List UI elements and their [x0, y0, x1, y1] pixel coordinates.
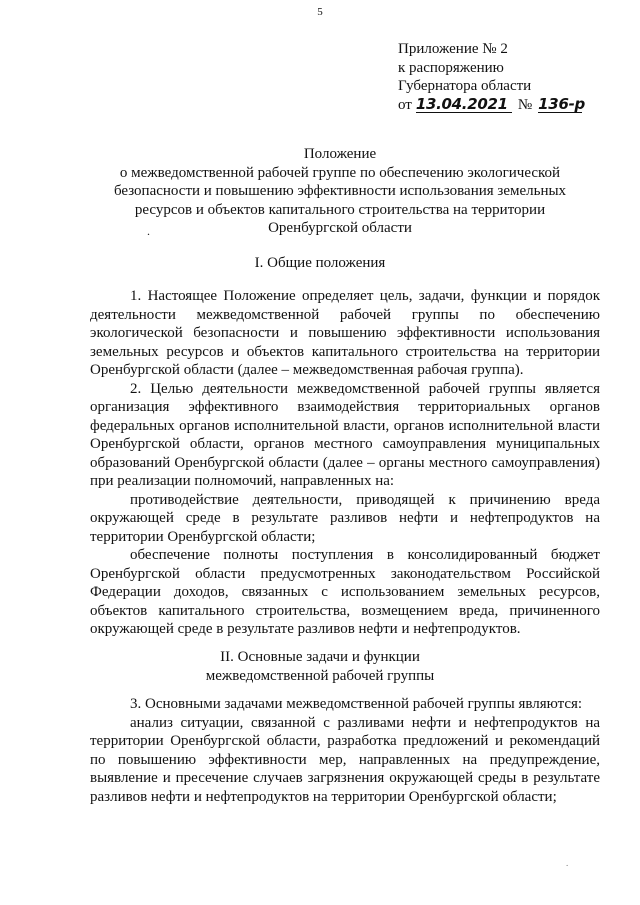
paragraph: 3. Основными задачами межведомственной рабочей группы являются:: [130, 696, 583, 712]
appendix-line-2: к распоряжению: [398, 59, 504, 76]
page-number: 5: [317, 6, 323, 18]
section-2-heading-line-1: II. Основные задачи и функции: [220, 649, 420, 665]
section-2-body: [90, 695, 600, 806]
title-line-1: о межведомственной рабочей группе по обеспечению экологической: [119, 164, 561, 181]
handwritten-number: 136-р: [538, 94, 585, 113]
paragraph: обеспечение полноты поступления в консолидированный бюджет Оренбургской области предусмотренных законодательством Российской Федерации доходов, связанных с использованием земельных ресурсов, объектов капитального строительства, возмещением вреда, причиненного окружающей среде в результате разливов нефти и нефтепродуктов.: [90, 547, 600, 637]
stray-mark: .: [566, 858, 569, 868]
paragraph: 2. Целью деятельности межведомственной рабочей группы является организация эффективного взаимодействия территориальных органов федеральных органов исполнительной власти, органов исполнительной власти Оренбургской области, органов местного самоуправления муниципальных образований Оренбургской области (далее – органы местного самоуправления) при реализации полномочий, направленных на:: [90, 380, 600, 489]
appendix-block: [398, 40, 585, 114]
appendix-date-number-line: [398, 94, 585, 115]
section-1-heading: I. Общие положения: [254, 255, 386, 271]
section-2-heading-line-2: межведомственной рабочей группы: [205, 667, 435, 684]
handwritten-date: 13.04.2021: [416, 97, 512, 113]
stray-mark: .: [147, 224, 150, 238]
from-prefix: от: [398, 96, 412, 113]
document-title: [90, 145, 590, 238]
appendix-line-1: Приложение № 2: [398, 41, 508, 57]
paragraph: анализ ситуации, связанной с разливами нефти и нефтепродуктов на территории Оренбургской области, разработка предложений и рекомендаций по повышению эффективности мер, направленных на предупреждение, выявление и пресечение случаев загрязнения окружающей среды в результате разливов нефти и нефтепродуктов на территории Оренбургской области;: [90, 714, 600, 805]
section-2-heading: [0, 648, 640, 685]
paragraph: 1. Настоящее Положение определяет цель, задачи, функции и порядок деятельности межведомственной рабочей группы по обеспечению экологической безопасности и повышению эффективности использования земельных ресурсов и объектов капитального строительства на территории Оренбургской области (далее – межведомственная рабочая группа).: [90, 288, 600, 378]
section-1-body: [90, 287, 600, 639]
paragraph: противодействие деятельности, приводящей к причинению вреда окружающей среде в результате разливов нефти и нефтепродуктов на территории Оренбургской области;: [90, 491, 600, 545]
title-line-4: Оренбургской области: [268, 220, 412, 236]
appendix-line-3: Губернатора области: [398, 78, 532, 94]
number-sign: №: [517, 96, 533, 113]
title-line-3: ресурсов и объектов капитального строительства на территории: [134, 201, 546, 218]
title-heading: Положение: [303, 146, 377, 162]
title-line-2: безопасности и повышению эффективности использования земельных: [113, 183, 567, 199]
